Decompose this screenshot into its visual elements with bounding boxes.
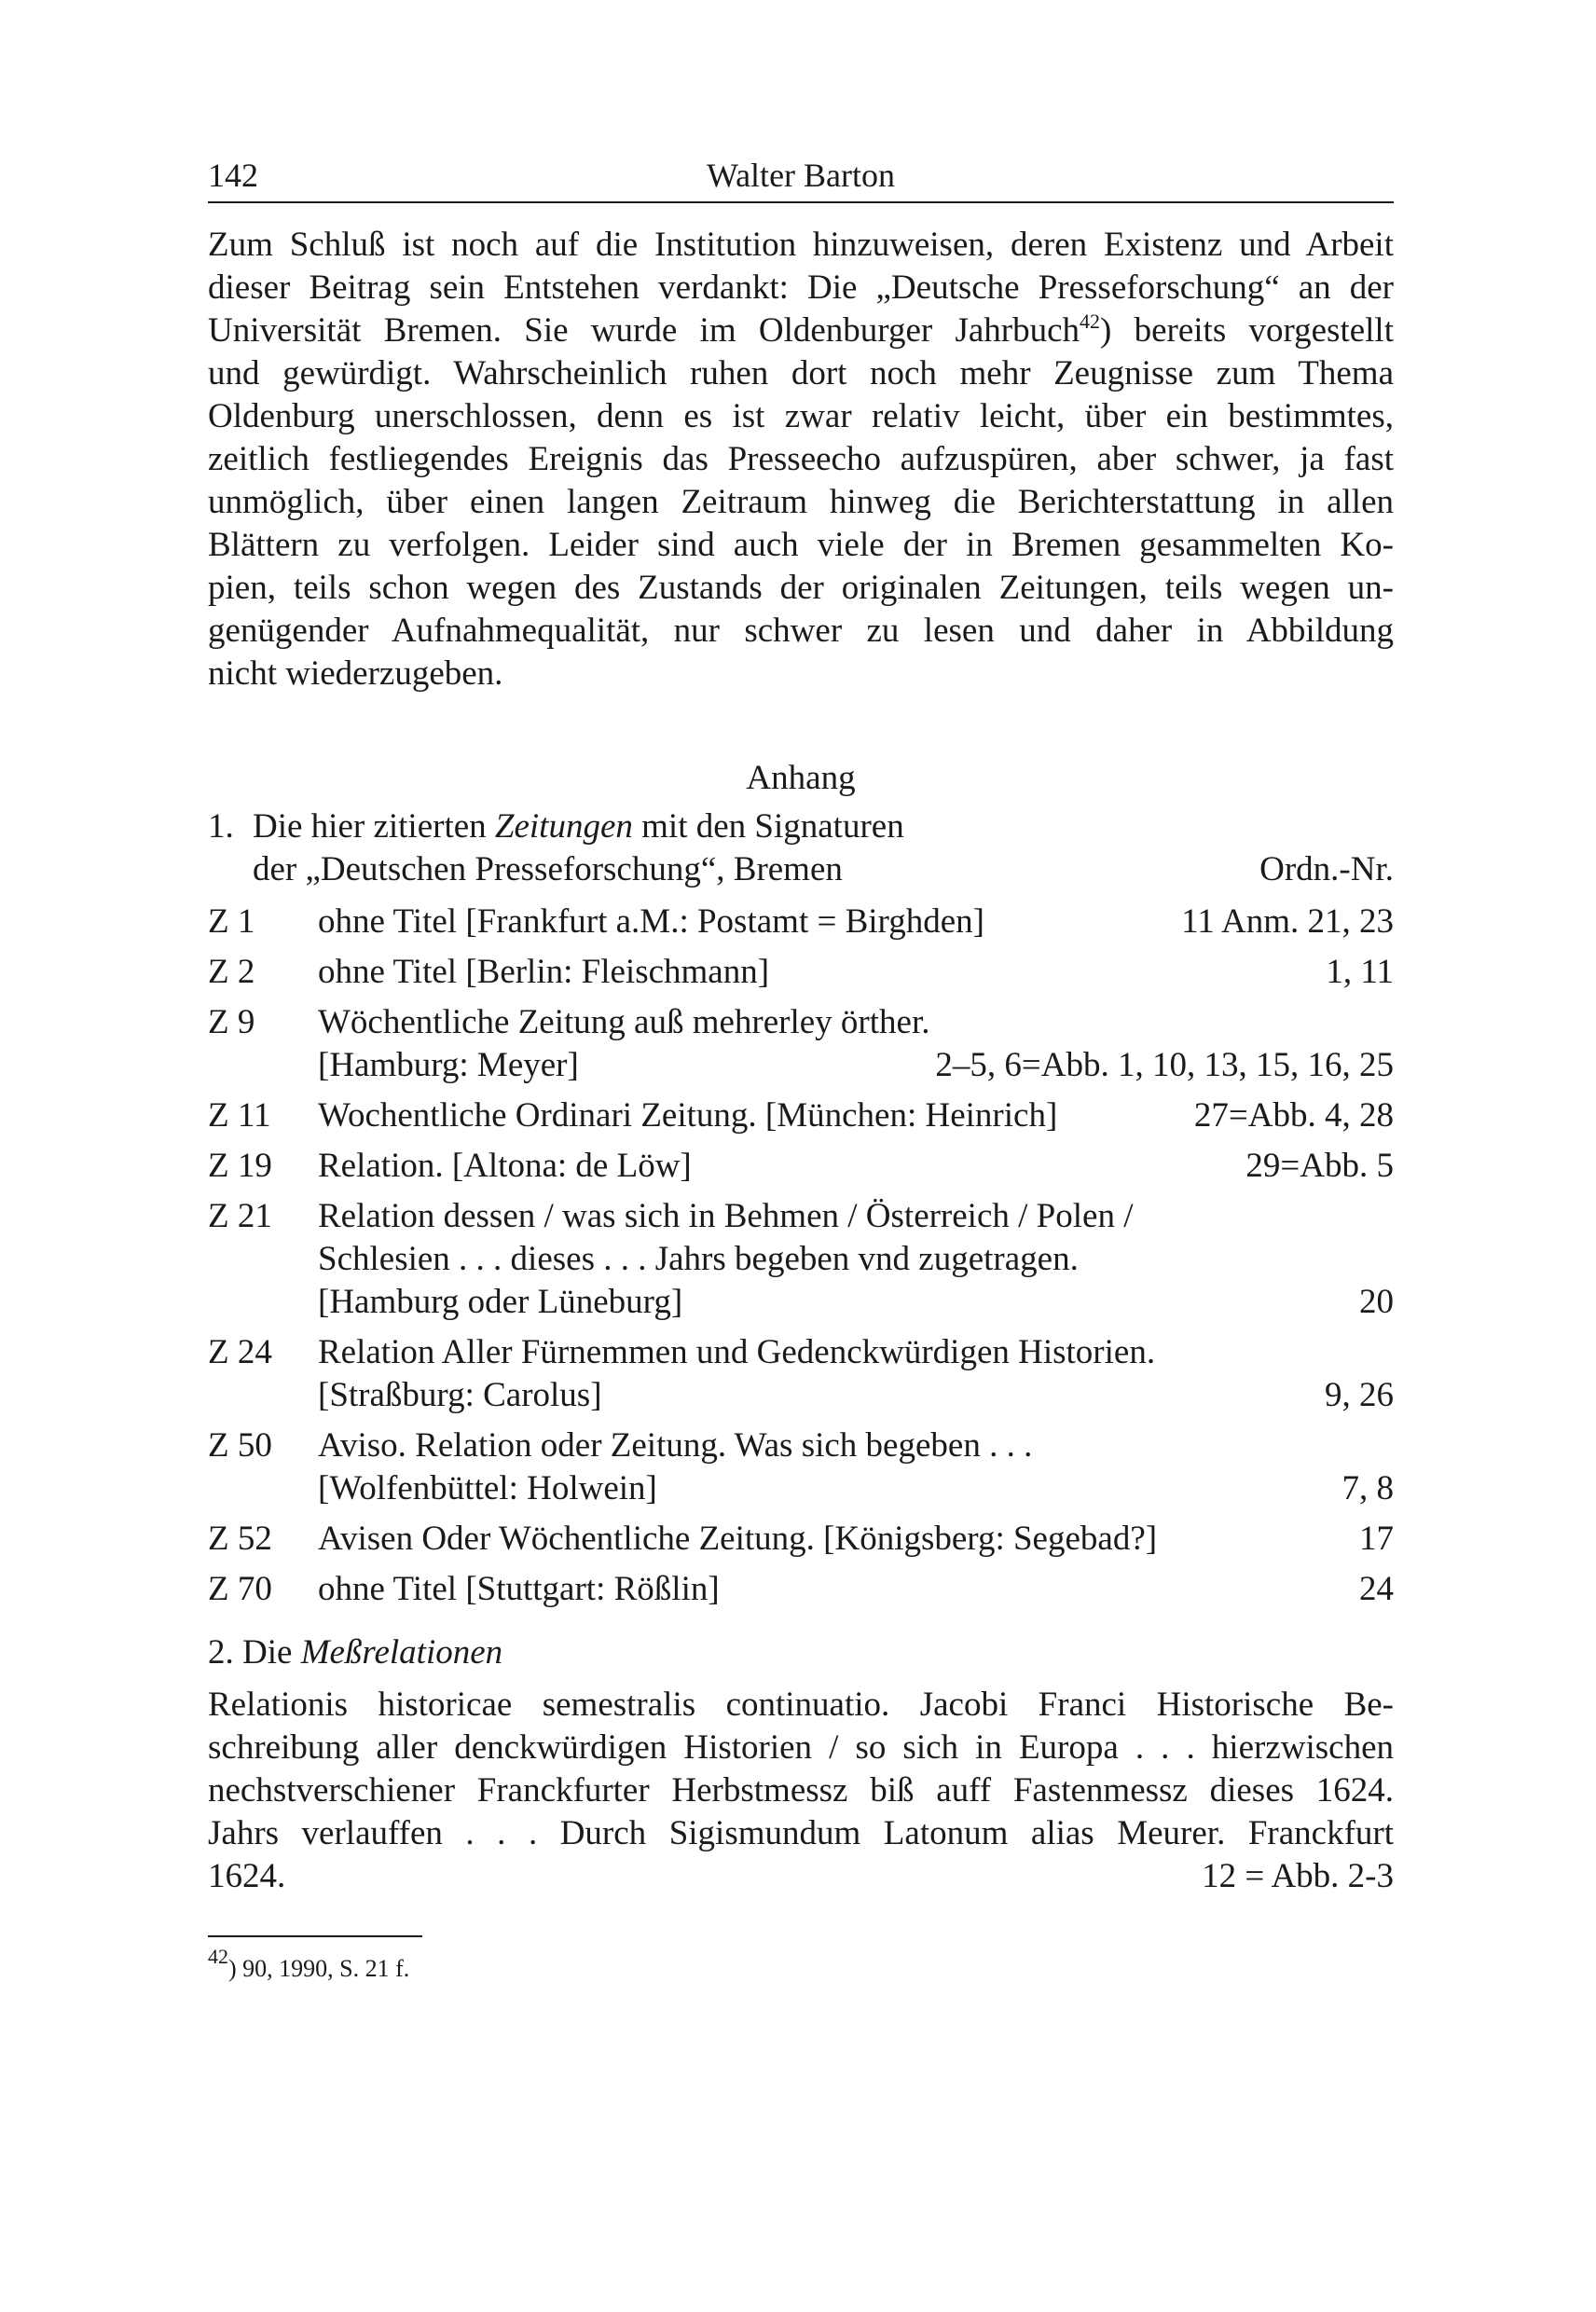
entry-line — [318, 1094, 1394, 1137]
entry-text: Aviso. Relation oder Zeitung. Was sich begeben . . . — [318, 1426, 1033, 1465]
text-line: nechstverschiener Franckfurter Herbstmessz biß auff Fastenmessz dieses 1624. — [208, 1771, 1394, 1810]
footnote-rule — [208, 1935, 422, 1937]
entry-line — [318, 1281, 1394, 1324]
text-line: Blättern zu verfolgen. Leider sind auch viele der in Bremen gesammelten Ko- — [208, 526, 1394, 564]
text-line — [208, 310, 1394, 352]
ordn-reference: 11 Anm. 21, 23 — [1181, 902, 1394, 941]
newspaper-entry — [208, 1145, 1394, 1188]
entry-text: [Wolfenbüttel: Holwein] — [318, 1469, 657, 1507]
ordn-reference: 17 — [1359, 1520, 1394, 1558]
footnote-reference[interactable]: 42 — [1080, 310, 1101, 333]
text-line — [208, 1855, 1394, 1898]
ordn-reference: 9, 26 — [1325, 1376, 1394, 1414]
entry-text: [Hamburg oder Lüneburg] — [318, 1283, 683, 1321]
entry-text: ohne Titel [Berlin: Fleischmann] — [318, 953, 770, 991]
text-line: Oldenburg unerschlossen, denn es ist zwar relativ leicht, über ein bestimmtes, — [208, 397, 1394, 435]
text-fragment: mit den Signaturen — [632, 807, 904, 846]
page-number: 142 — [208, 157, 258, 194]
entry-text: [Hamburg: Meyer] — [318, 1046, 579, 1084]
signature: Z 2 — [208, 953, 255, 991]
entry-line — [318, 1145, 1394, 1188]
ordn-label: Ordn.-Nr. — [1259, 850, 1394, 888]
signature: Z 70 — [208, 1570, 272, 1608]
newspaper-entry — [208, 1568, 1394, 1611]
item-number: 1. — [208, 807, 234, 846]
entry-text: ohne Titel [Stuttgart: Rößlin] — [318, 1570, 720, 1608]
signature: Z 9 — [208, 1003, 255, 1041]
newspaper-entry — [208, 1001, 1394, 1087]
text-line: pien, teils schon wegen des Zustands der originalen Zeitungen, teils wegen un- — [208, 569, 1394, 607]
newspaper-entry — [208, 1424, 1394, 1510]
text-line: unmöglich, über einen langen Zeitraum hinweg die Berichterstattung in allen — [208, 483, 1394, 521]
newspaper-entry — [208, 1195, 1394, 1324]
entry-text: Schlesien . . . dieses . . . Jahrs begeben vnd zugetragen. — [318, 1240, 1079, 1278]
text-line: Zum Schluß ist noch auf die Institution hinzuweisen, deren Existenz und Arbeit — [208, 226, 1394, 264]
ordn-reference: 1, 11 — [1326, 953, 1394, 991]
text-line: schreibung aller denckwürdigen Historien / so sich in Europa . . . hierzwischen — [208, 1728, 1394, 1767]
signature: Z 52 — [208, 1520, 272, 1558]
item-heading-line2 — [208, 848, 1394, 891]
text-fragment: 1624. — [208, 1857, 286, 1895]
newspaper-entry — [208, 901, 1394, 943]
text-fragment: der „Deutschen Presseforschung“, Bremen — [253, 850, 843, 888]
signature: Z 11 — [208, 1096, 271, 1135]
emphasis: Zeitungen — [494, 807, 633, 846]
entry-body — [318, 1145, 1394, 1188]
entry-body — [318, 1001, 1394, 1087]
entry-text: Relation Aller Fürnemmen und Gedenckwürdigen Historien. — [318, 1333, 1156, 1371]
newspaper-entry — [208, 951, 1394, 994]
entry-body — [318, 1331, 1394, 1417]
entry-line — [318, 1044, 1394, 1087]
appendix-title: Anhang — [746, 759, 856, 797]
entry-text: ohne Titel [Frankfurt a.M.: Postamt = Birghden] — [318, 902, 984, 941]
ordn-reference: 20 — [1359, 1283, 1394, 1321]
entry-line — [318, 1374, 1394, 1417]
entry-text: Wöchentliche Zeitung auß mehrerley örther. — [318, 1003, 930, 1041]
text-line: nicht wiederzugeben. — [208, 654, 503, 693]
ordn-reference: 24 — [1359, 1570, 1394, 1608]
text-line: genügender Aufnahmequalität, nur schwer zu lesen und daher in Abbildung — [208, 612, 1394, 650]
entry-body — [318, 1518, 1394, 1561]
running-head-author: Walter Barton — [706, 157, 896, 194]
entry-body — [318, 1568, 1394, 1611]
signature: Z 1 — [208, 902, 255, 941]
text-line: und gewürdigt. Wahrscheinlich ruhen dort noch mehr Zeugnisse zum Thema — [208, 354, 1394, 392]
appendix-item-2-title — [208, 1631, 1394, 1674]
entry-text: Relation. [Altona: de Löw] — [318, 1147, 692, 1185]
entry-line — [318, 1195, 1394, 1238]
newspaper-entry — [208, 1518, 1394, 1561]
entry-line — [318, 1568, 1394, 1611]
entry-text: Relation dessen / was sich in Behmen / Österreich / Polen / — [318, 1197, 1134, 1235]
ordn-reference: 27=Abb. 4, 28 — [1193, 1096, 1394, 1135]
footnote-mark: 42 — [208, 1945, 228, 1968]
entry-body — [318, 951, 1394, 994]
ordn-reference: 7, 8 — [1341, 1469, 1394, 1507]
emphasis: Meßrelationen — [300, 1633, 503, 1672]
newspaper-entry — [208, 1094, 1394, 1137]
entry-text: [Straßburg: Carolus] — [318, 1376, 602, 1414]
text-fragment: Universität Bremen. Sie wurde im Oldenburger Jahrbuch — [208, 311, 1080, 350]
signature: Z 50 — [208, 1426, 272, 1465]
text-fragment: Die hier zitierten — [253, 807, 495, 846]
text-line: zeitlich festliegendes Ereignis das Presseecho aufzuspüren, aber schwer, ja fast — [208, 440, 1394, 478]
entry-body — [318, 1424, 1394, 1510]
text-line: Jahrs verlauffen . . . Durch Sigismundum Latonum alias Meurer. Franckfurt — [208, 1814, 1394, 1852]
text-fragment: ) bereits vorgestellt — [1100, 311, 1394, 350]
entry-line — [318, 1001, 1394, 1044]
entry-body — [318, 901, 1394, 943]
running-head — [208, 149, 1394, 203]
text-line: Relationis historicae semestralis continuatio. Jacobi Franci Historische Be- — [208, 1686, 1394, 1724]
appendix-item-1 — [208, 805, 1394, 891]
entry-text: Avisen Oder Wöchentliche Zeitung. [Königsberg: Segebad?] — [318, 1520, 1158, 1558]
ordn-reference: 29=Abb. 5 — [1245, 1147, 1394, 1185]
entry-line — [318, 1518, 1394, 1561]
appendix-list — [208, 805, 1394, 1898]
signature: Z 19 — [208, 1147, 272, 1185]
item-heading — [208, 805, 1394, 848]
text-line: dieser Beitrag sein Entstehen verdankt: Die „Deutsche Presseforschung“ an der — [208, 268, 1394, 307]
signature: Z 21 — [208, 1197, 272, 1235]
entry-line — [318, 1467, 1394, 1510]
entry-body — [318, 1195, 1394, 1324]
footnote-text: ) 90, 1990, S. 21 f. — [228, 1955, 410, 1982]
ordn-reference: 12 = Abb. 2-3 — [1202, 1857, 1394, 1895]
entry-line — [318, 951, 1394, 994]
newspaper-entry — [208, 1331, 1394, 1417]
entry-text: Wochentliche Ordinari Zeitung. [München: Heinrich] — [318, 1096, 1058, 1135]
item-number: 2. Die — [208, 1633, 301, 1672]
entry-line — [318, 1331, 1394, 1374]
entry-body — [318, 1094, 1394, 1137]
intro-paragraph — [208, 224, 1394, 695]
entry-line — [318, 901, 1394, 943]
ordn-reference: 2–5, 6=Abb. 1, 10, 13, 15, 16, 25 — [935, 1046, 1394, 1084]
entry-line — [318, 1238, 1394, 1281]
messrelation-entry — [208, 1684, 1394, 1898]
signature: Z 24 — [208, 1333, 272, 1371]
newspaper-entries — [208, 901, 1394, 1611]
footnote — [208, 1945, 1394, 1986]
entry-line — [318, 1424, 1394, 1467]
page — [208, 149, 1394, 1986]
